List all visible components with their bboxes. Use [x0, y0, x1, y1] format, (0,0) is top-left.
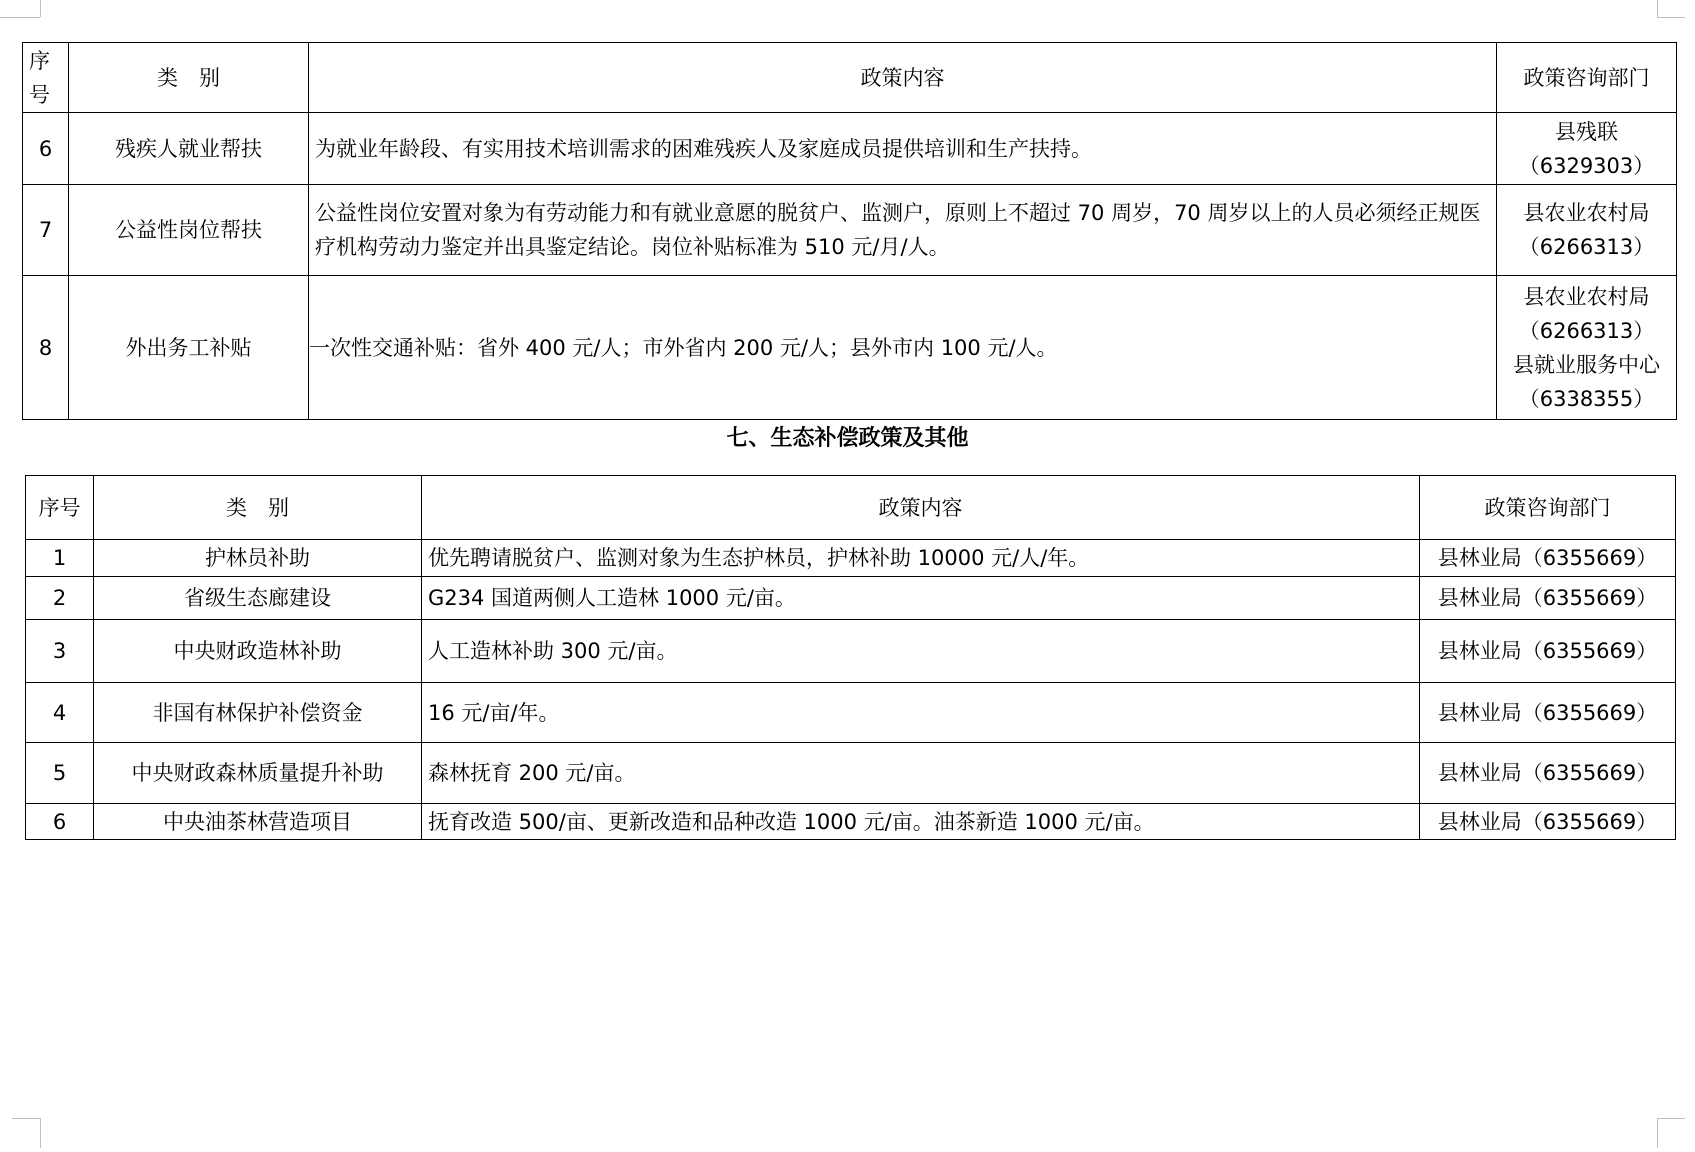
- row-dept: 县农业农村局 （6266313）: [1497, 185, 1677, 276]
- table-row: [26, 540, 1676, 577]
- crop-mark-bottom-left: [12, 1118, 40, 1119]
- policy-table-employment: [22, 42, 1677, 420]
- row-no: 7: [23, 185, 69, 276]
- table-header-row: [23, 43, 1677, 113]
- row-dept: 县林业局（6355669）: [1420, 577, 1676, 620]
- row-content: 为就业年龄段、有实用技术培训需求的困难残疾人及家庭成员提供培训和生产扶持。: [309, 113, 1497, 185]
- row-dept: 县林业局（6355669）: [1420, 540, 1676, 577]
- crop-mark-top-left: [12, 0, 41, 17]
- row-no: 2: [26, 577, 94, 620]
- header-dept: 政策咨询部门: [1497, 43, 1677, 113]
- row-content: G234 国道两侧人工造林 1000 元/亩。: [422, 577, 1420, 620]
- row-dept: 县林业局（6355669）: [1420, 743, 1676, 804]
- crop-mark-bottom-right: [1657, 1118, 1658, 1148]
- row-content: 16 元/亩/年。: [422, 683, 1420, 743]
- header-category: 类 别: [94, 476, 422, 540]
- row-category: 中央财政森林质量提升补助: [94, 743, 422, 804]
- row-category: 省级生态廊建设: [94, 577, 422, 620]
- row-no: 8: [23, 276, 69, 420]
- table-row: [26, 804, 1676, 840]
- table-row: [26, 577, 1676, 620]
- section-title: 七、生态补偿政策及其他: [726, 426, 969, 451]
- row-category: 中央财政造林补助: [94, 620, 422, 683]
- row-no: 5: [26, 743, 94, 804]
- table-row: [26, 620, 1676, 683]
- table-row: [23, 113, 1677, 185]
- header-content: 政策内容: [422, 476, 1420, 540]
- header-no: 序号: [26, 476, 94, 540]
- row-content: 森林抚育 200 元/亩。: [422, 743, 1420, 804]
- row-category: 护林员补助: [94, 540, 422, 577]
- crop-mark-bottom-right: [1657, 1118, 1685, 1119]
- table-row: [26, 743, 1676, 804]
- row-dept: 县林业局（6355669）: [1420, 683, 1676, 743]
- row-no: 6: [23, 113, 69, 185]
- crop-mark-top-right: [1657, 17, 1685, 18]
- row-dept: 县林业局（6355669）: [1420, 804, 1676, 840]
- table-row: [23, 276, 1677, 420]
- row-content: 一次性交通补贴：省外 400 元/人；市外省内 200 元/人；县外市内 100 元/人。: [309, 276, 1497, 420]
- row-category: 公益性岗位帮扶: [69, 185, 309, 276]
- crop-mark-top-left: [0, 17, 40, 18]
- row-content: 优先聘请脱贫户、监测对象为生态护林员，护林补助 10000 元/人/年。: [422, 540, 1420, 577]
- header-category: 类 别: [69, 43, 309, 113]
- header-no: 序 号: [23, 43, 69, 113]
- row-dept: 县农业农村局 （6266313） 县就业服务中心（6338355）: [1497, 276, 1677, 420]
- row-dept: 县残联 （6329303）: [1497, 113, 1677, 185]
- header-content: 政策内容: [309, 43, 1497, 113]
- policy-table-ecology: [25, 475, 1676, 840]
- row-category: 中央油茶林营造项目: [94, 804, 422, 840]
- row-category: 外出务工补贴: [69, 276, 309, 420]
- row-category: 非国有林保护补偿资金: [94, 683, 422, 743]
- crop-mark-bottom-left: [40, 1118, 41, 1148]
- table-row: [26, 683, 1676, 743]
- row-content: 公益性岗位安置对象为有劳动能力和有就业意愿的脱贫户、监测户，原则上不超过 70 周岁，70 周岁以上的人员必须经正规医疗机构劳动力鉴定并出具鉴定结论。岗位补贴标准为 510 元/月/人。: [309, 185, 1497, 276]
- table-header-row: [26, 476, 1676, 540]
- crop-mark-top-right: [1657, 0, 1659, 17]
- row-no: 6: [26, 804, 94, 840]
- row-no: 3: [26, 620, 94, 683]
- header-dept: 政策咨询部门: [1420, 476, 1676, 540]
- row-no: 4: [26, 683, 94, 743]
- row-no: 1: [26, 540, 94, 577]
- table-row: [23, 185, 1677, 276]
- row-content: 人工造林补助 300 元/亩。: [422, 620, 1420, 683]
- row-dept: 县林业局（6355669）: [1420, 620, 1676, 683]
- row-content: 抚育改造 500/亩、更新改造和品种改造 1000 元/亩。油茶新造 1000 元/亩。: [422, 804, 1420, 840]
- row-category: 残疾人就业帮扶: [69, 113, 309, 185]
